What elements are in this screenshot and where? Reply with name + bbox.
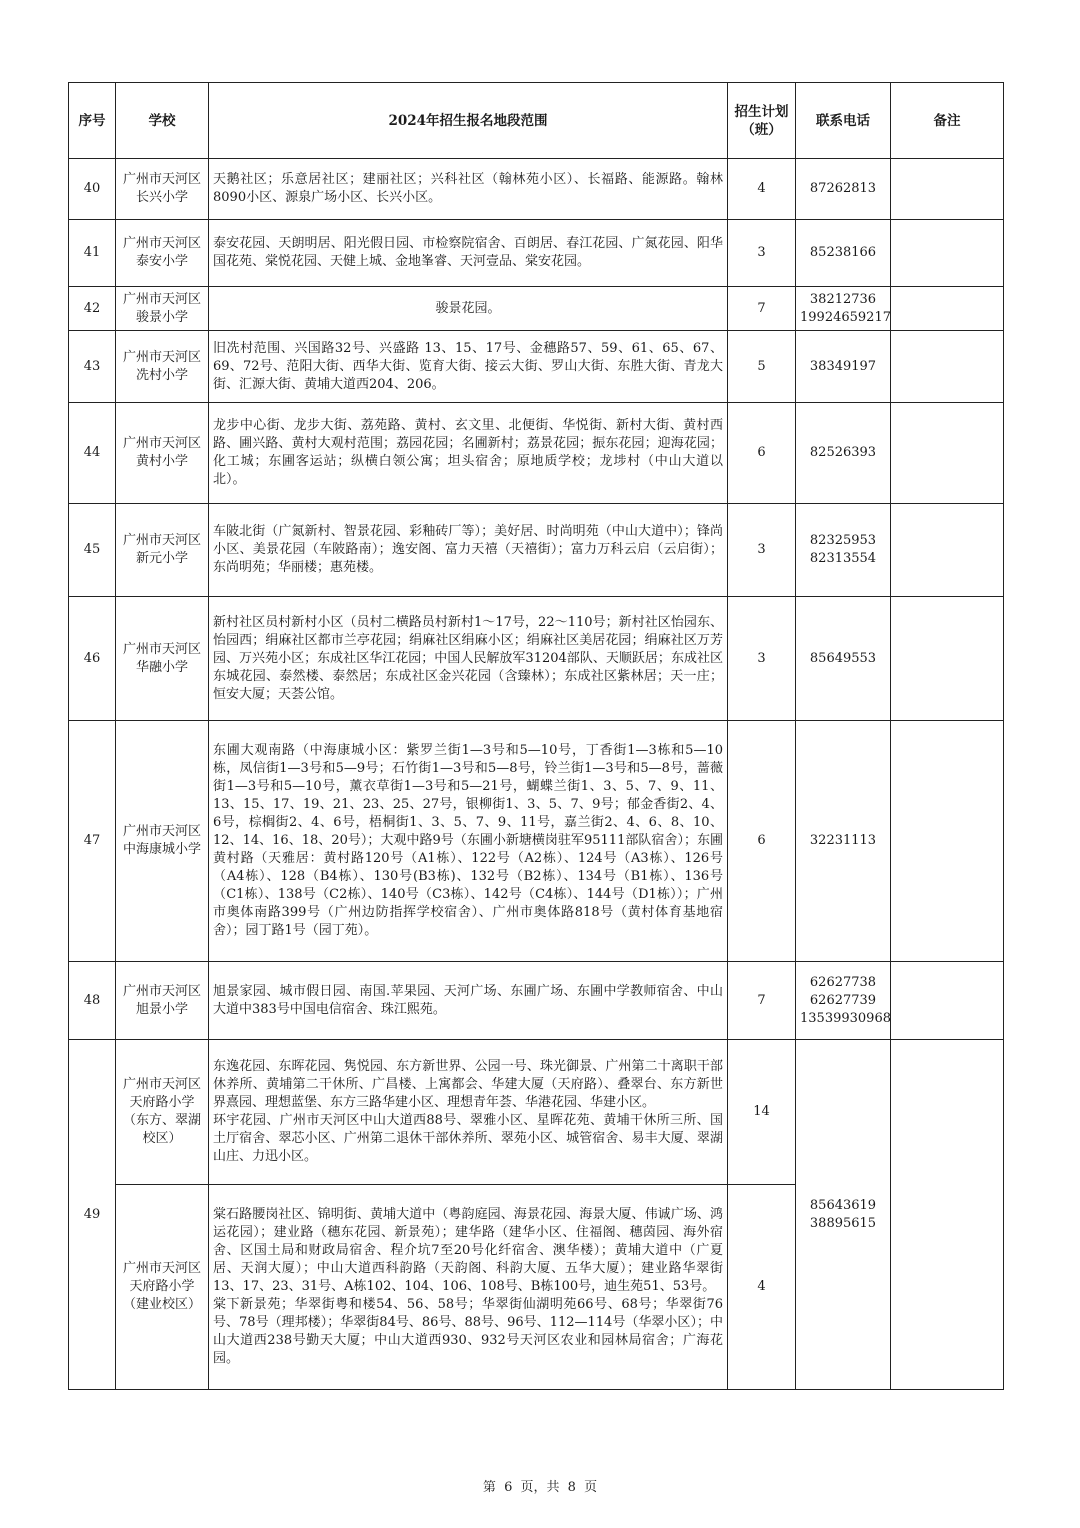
footer-mid: 页，共: [520, 1480, 560, 1495]
row-idx: 46: [69, 597, 116, 721]
school-line: 校区）: [142, 1131, 182, 1146]
table-row: [69, 403, 1004, 504]
tel-line: 32231113: [809, 833, 877, 848]
tel-line: 62627739: [809, 992, 877, 1008]
school-line: 广州市天河区: [122, 533, 201, 548]
table-row: [69, 287, 1004, 331]
row-school: [116, 1040, 209, 1185]
tel-line: 13539930968: [800, 1010, 891, 1026]
footer-total-pages: 8: [567, 1480, 576, 1495]
tel-line: 82526393: [809, 445, 877, 460]
row-tel: [796, 403, 891, 504]
row-school: [116, 159, 209, 220]
row-range: 龙步中心街、龙步大街、荔苑路、黄村、玄文里、北便街、华悦街、新村大街、黄村西路、圃兴路、黄村大观村范围；荔园花园；名圃新村；荔景花园；振东花园；迎海花园；化工城；东圃客运站；纵横白领公寓；坦头宿舍；原地质学校；龙埗村（中山大道以北）。: [209, 403, 728, 504]
row-tel: [796, 287, 891, 331]
row-note: [891, 504, 1004, 597]
header-tel: 联系电话: [796, 83, 891, 159]
tel-line: 38349197: [809, 358, 877, 374]
school-line: 旭景小学: [135, 1001, 188, 1017]
table-row: [69, 597, 1004, 721]
table-row: [69, 331, 1004, 403]
row-idx: 40: [69, 159, 116, 220]
row-plan: 6: [728, 403, 796, 504]
row-school: [116, 597, 209, 721]
school-line: 新元小学: [135, 551, 188, 566]
tel-line: 85649553: [809, 650, 877, 666]
row-range: 骏景花园。: [209, 287, 728, 331]
school-line: 广州市天河区: [122, 172, 201, 187]
school-line: （建业校区）: [122, 1297, 201, 1312]
school-line: 天府路小学: [129, 1095, 195, 1110]
school-line: 泰安小学: [135, 254, 188, 269]
row-range: 泰安花园、天朗明居、阳光假日园、市检察院宿舍、百朗居、春江花园、广氮花园、阳华国花苑、棠悦花园、天健上城、金地峯睿、天河壹品、棠安花园。: [209, 220, 728, 287]
tel-line: 87262813: [809, 181, 877, 196]
footer-post: 页: [584, 1480, 598, 1495]
header-note: 备注: [891, 83, 1004, 159]
footer-page-number: 6: [504, 1480, 513, 1495]
row-note: [891, 403, 1004, 504]
school-line: 中海康城小学: [122, 842, 201, 857]
row-idx: 44: [69, 403, 116, 504]
row-plan: 5: [728, 331, 796, 403]
row-idx: 43: [69, 331, 116, 403]
row-idx: 42: [69, 287, 116, 331]
row-tel: [796, 597, 891, 721]
table-row: [69, 721, 1004, 962]
header-idx: 序号: [69, 83, 116, 159]
school-line: 广州市天河区: [122, 1261, 201, 1276]
tel-line: 85238166: [809, 245, 877, 260]
row-range: 新村社区员村新村小区（员村二横路员村新村1～17号，22～110号；新村社区怡园东、怡园西；绢麻社区都市兰亭花园；绢麻社区绢麻小区；绢麻社区美居花园；绢麻社区万芳园、万兴苑小区；东成社区华江花园；中国人民解放军31204部队、天顺跃居；东成社区东城花园、泰然楼、泰然居；东成社区金兴花园（含臻林）；东成社区紫林居；天一庄；恒安大厦；天荟公馆。: [209, 597, 728, 721]
row-note: [891, 962, 1004, 1040]
row-school: [116, 1185, 209, 1390]
row-school: [116, 721, 209, 962]
row-tel: [796, 721, 891, 962]
row-idx: 47: [69, 721, 116, 962]
row-note: [891, 220, 1004, 287]
row-range: 东圃大观南路（中海康城小区：紫罗兰街1—3号和5—10号，丁香街1—3栋和5—10栋，凤信街1—3号和5—9号；石竹街1—3号和5—8号，铃兰街1—3号和5—8号，蔷薇街1—3号和5—10号，薰衣草街1—3号和5—21号，蝴蝶兰街1、3、5、7、9、11、13、15、17、19、21、23、25、27号，银柳街1、3、5、7、9号；郁金香街2、4、6号，棕榈街2、4、6号，梧桐街1、3、5、7、9、11号，嘉兰街2、4、6、8、10、12、14、16、18、20号）；大观中路9号（东圃小新塘横岗驻军95111部队宿舍）；东圃黄村路（天雅居：黄村路120号（A1栋）、122号（A2栋）、124号（A3栋）、126号（A4栋）、128（B4栋）、130号(B3栋)、132号（B2栋）、134号（B1栋）、136号（C1栋）、138号（C2栋）、140号（C3栋）、142号（C4栋）、144号（D1栋））；广州市奥体南路399号（广州边防指挥学校宿舍）、广州市奥体路818号（黄村体育基地宿舍）；园丁路1号（园丁苑）。: [209, 721, 728, 962]
row-tel: [796, 220, 891, 287]
school-line: 华融小学: [135, 659, 188, 675]
row-tel: [796, 504, 891, 597]
school-line: 广州市天河区: [122, 1077, 201, 1092]
school-line: 广州市天河区: [122, 349, 201, 365]
tel-line: 82325953: [809, 533, 877, 548]
tel-line: 85643619: [809, 1197, 877, 1213]
table-row: [69, 1040, 1004, 1185]
header-plan-line2: （班）: [741, 121, 782, 138]
row-plan: 7: [728, 287, 796, 331]
table-row: [69, 159, 1004, 220]
row-note: [891, 721, 1004, 962]
header-range: 2024年招生报名地段范围: [209, 83, 728, 159]
header-plan-line1: 招生计划: [734, 103, 789, 120]
range-paragraph: 棠石路腰岗社区、锦明街、黄埔大道中（粤韵庭园、海景花园、海景大厦、伟诚广场、鸿运花园）；建业路（穗东花园、新景苑）；建华路（建华小区、住福阁、穗茵园、海外宿舍、区国土局和财政局宿舍、程介坑7至20号化纤宿舍、澳华楼）；黄埔大道中（广夏居、天润大厦）；中山大道西科韵路（天韵阁、科韵大厦、五华大厦）；建业路华翠街13、17、23、31号、A栋102、104、106、108号、B栋100号，迪生苑51、53号。: [213, 1207, 723, 1294]
row-tel: [796, 331, 891, 403]
school-line: 广州市天河区: [122, 436, 201, 451]
row-plan: 3: [728, 220, 796, 287]
row-plan: 4: [728, 1185, 796, 1390]
row-idx: 41: [69, 220, 116, 287]
row-tel: [796, 159, 891, 220]
row-school: [116, 504, 209, 597]
row-plan: 14: [728, 1040, 796, 1185]
school-line: 黄村小学: [135, 454, 188, 469]
row-note: [891, 1040, 1004, 1390]
school-line: 广州市天河区: [122, 983, 201, 999]
row-note: [891, 287, 1004, 331]
range-paragraph: 棠下新景苑；华翠街粤和楼54、56、58号；华翠街仙湖明苑66号、68号；华翠街76号、78号（理邦楼）；华翠街84号、86号、88号、96号、112—114号（华翠小区）；中山大道西238号勤天大厦；中山大道西930、932号天河区农业和园林局宿舍；广海花园。: [213, 1297, 723, 1366]
school-line: 广州市天河区: [122, 641, 201, 657]
tel-line: 62627738: [809, 974, 877, 990]
row-plan: 6: [728, 721, 796, 962]
row-tel: [796, 962, 891, 1040]
row-range: 旭景家园、城市假日园、南国.苹果园、天河广场、东圃广场、东圃中学教师宿舍、中山大道中383号中国电信宿舍、珠江熙苑。: [209, 962, 728, 1040]
row-tel: [796, 1040, 891, 1390]
row-plan: 3: [728, 504, 796, 597]
tel-line: 38895615: [809, 1215, 877, 1231]
row-school: [116, 403, 209, 504]
row-range: 天鹅社区；乐意居社区；建丽社区；兴科社区（翰林苑小区）、长福路、能源路。翰林8090小区、源泉广场小区、长兴小区。: [209, 159, 728, 220]
row-note: [891, 159, 1004, 220]
row-range: 旧冼村范围、兴国路32号、兴盛路 13、15、17号、金穗路57、59、61、65、67、69、72号、范阳大街、西华大街、览育大街、接云大街、罗山大街、东胜大街、青龙大街、汇源大街、黄埔大道西204、206。: [209, 331, 728, 403]
row-school: [116, 331, 209, 403]
table-row: [69, 504, 1004, 597]
range-paragraph: 环宇花园、广州市天河区中山大道西88号、翠雅小区、星晖花苑、黄埔干休所三所、国土厅宿舍、翠芯小区、广州第二退休干部休养所、翠苑小区、城管宿舍、易丰大厦、翠湖山庄、力迅小区。: [213, 1113, 723, 1164]
row-plan: 7: [728, 962, 796, 1040]
row-school: [116, 962, 209, 1040]
range-paragraph: 东逸花园、东晖花园、隽悦园、东方新世界、公园一号、珠光御景、广州第二十离职干部休养所、黄埔第二干休所、广昌楼、上寓都会、华建大厦（天府路）、叠翠台、东方新世界熹园、理想蓝堡、东方三路华建小区、理想青年荟、华港花园、华建小区。: [213, 1059, 723, 1110]
row-plan: 3: [728, 597, 796, 721]
row-range: 车陂北街（广氮新村、智景花园、彩釉砖厂等）；美好居、时尚明苑（中山大道中）；锋尚小区、美景花园（车陂路南）；逸安阁、富力天禧（天禧街）；富力万科云启（云启街）；东尚明苑；华丽楼；惠苑楼。: [209, 504, 728, 597]
row-note: [891, 331, 1004, 403]
table-header-row: [69, 83, 1004, 159]
row-idx: 48: [69, 962, 116, 1040]
tel-line: 82313554: [809, 551, 877, 566]
school-line: （东方、翠湖: [122, 1113, 201, 1128]
header-school: 学校: [116, 83, 209, 159]
table-row: [69, 962, 1004, 1040]
row-school: [116, 287, 209, 331]
tel-line: 19924659217: [800, 309, 891, 325]
footer-pre: 第: [482, 1480, 496, 1495]
header-plan: [728, 83, 796, 159]
row-note: [891, 597, 1004, 721]
school-line: 长兴小学: [135, 190, 188, 205]
school-line: 天府路小学: [129, 1279, 195, 1294]
school-line: 广州市天河区: [122, 291, 201, 307]
row-range: [209, 1185, 728, 1390]
row-school: [116, 220, 209, 287]
enrollment-table: [68, 82, 1004, 1390]
school-line: 广州市天河区: [122, 824, 201, 839]
page-footer: [0, 1476, 1080, 1495]
school-line: 骏景小学: [135, 309, 188, 325]
row-idx: 45: [69, 504, 116, 597]
tel-line: 38212736: [809, 291, 877, 307]
school-line: 冼村小学: [135, 367, 188, 383]
row-idx: 49: [69, 1040, 116, 1390]
row-plan: 4: [728, 159, 796, 220]
school-line: 广州市天河区: [122, 236, 201, 251]
table-row: [69, 220, 1004, 287]
row-range: [209, 1040, 728, 1185]
